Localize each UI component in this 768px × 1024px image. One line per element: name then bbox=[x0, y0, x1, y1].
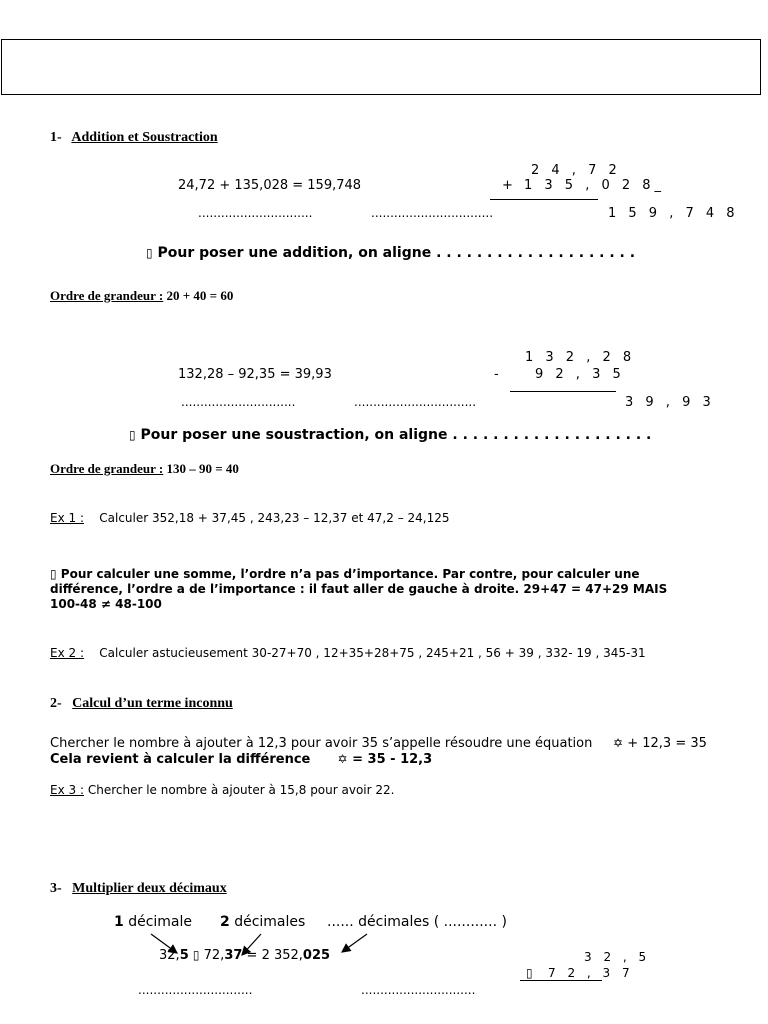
exercise-3-text: Chercher le nombre à ajouter à 15,8 pour avoir 22. bbox=[87, 783, 395, 797]
product-equals: = 2 352, bbox=[246, 948, 303, 963]
subtraction-rule-text: Pour poser une soustraction, on aligne . . . . . . . . . . . . . . . . . . . . bbox=[140, 427, 652, 443]
decimals-label-3: ...... décimales ( ............ ) bbox=[327, 914, 507, 930]
addition-dots-left: .............................. bbox=[198, 206, 313, 220]
section-1-number: 1- bbox=[50, 130, 62, 145]
times-icon: ▯ bbox=[192, 948, 200, 962]
decimals-count-1: 1 bbox=[114, 914, 124, 930]
addition-top-number: 2 4 , 7 2 bbox=[531, 163, 621, 178]
subtraction-minus-sign: - bbox=[494, 367, 499, 382]
exercise-1-text: Calculer 352,18 + 37,45 , 243,23 – 12,37 et 47,2 – 24,125 bbox=[99, 511, 450, 525]
exercise-2-text: Calculer astucieusement 30-27+70 , 12+35+28+75 , 245+21 , 56 + 39 , 332- 19 , 345-31 bbox=[99, 646, 646, 660]
section-2-title: Calcul d’un terme inconnu bbox=[72, 696, 233, 711]
order-value: 20 + 40 = 60 bbox=[166, 288, 234, 303]
equation-definition-text: Chercher le nombre à ajouter à 12,3 pour avoir 35 s’appelle résoudre une équation bbox=[50, 736, 593, 751]
factor-2-decimals: 37 bbox=[224, 948, 243, 963]
addition-dots-right: ................................ bbox=[371, 206, 494, 220]
multiplication-dots-left: .............................. bbox=[138, 983, 253, 997]
factor-1-decimals: 5 bbox=[179, 948, 189, 963]
note-line-2: différence, l’ordre a de l’importance : il faut aller de gauche à droite. 29+47 = 47+29 MAIS bbox=[50, 582, 668, 596]
note-line-1: Pour calculer une somme, l’ordre n’a pas d’importance. Par contre, pour calculer une bbox=[60, 567, 640, 581]
equation-rest: + 12,3 = 35 bbox=[627, 736, 707, 751]
subtraction-dots-right: ................................ bbox=[354, 395, 477, 409]
exercise-1-label: Ex 1 : bbox=[50, 511, 84, 525]
decimals-word-2: décimales bbox=[234, 914, 306, 930]
multiplication-rule bbox=[520, 980, 602, 981]
order-value: 130 – 90 = 40 bbox=[166, 461, 239, 476]
factor-1-int: 32, bbox=[159, 948, 180, 963]
note-line-3: 100-48 ≠ 48-100 bbox=[50, 597, 162, 611]
addition-equation: 24,72 + 135,028 = 159,748 bbox=[178, 178, 362, 193]
section-3-number: 3- bbox=[50, 881, 62, 896]
difference-text: Cela revient à calculer la différence bbox=[50, 752, 311, 767]
addition-bottom-number: 1 3 5 , 0 2 8_ bbox=[524, 178, 666, 193]
order-label: Ordre de grandeur : bbox=[50, 461, 164, 476]
multiplication-bottom-number: 7 2 , 3 7 bbox=[548, 966, 634, 980]
section-3-title: Multiplier deux décimaux bbox=[72, 881, 227, 896]
subtraction-result: 3 9 , 9 3 bbox=[625, 395, 715, 410]
section-1-title: Addition et Soustraction bbox=[71, 130, 218, 145]
addition-plus-sign: + bbox=[502, 178, 513, 193]
subtraction-bottom-number: 9 2 , 3 5 bbox=[535, 367, 625, 382]
difference-equation: = 35 - 12,3 bbox=[352, 752, 433, 767]
decimals-count-2: 2 bbox=[220, 914, 230, 930]
unknown-symbol-icon: ✡ bbox=[613, 736, 624, 750]
multiplication-top-number: 3 2 , 5 bbox=[584, 950, 651, 964]
multiplication-dots-right: .............................. bbox=[361, 983, 476, 997]
arrow-icon bbox=[342, 934, 367, 952]
decimals-word-1: décimale bbox=[128, 914, 193, 930]
factor-2-int: 72, bbox=[203, 948, 225, 963]
order-label: Ordre de grandeur : bbox=[50, 288, 164, 303]
subtraction-dots-left: .............................. bbox=[181, 395, 296, 409]
subtraction-equation: 132,28 – 92,35 = 39,93 bbox=[178, 367, 332, 382]
exercise-3-label: Ex 3 : bbox=[50, 783, 84, 797]
bullet-icon: ▯ bbox=[50, 567, 57, 581]
addition-result: 1 5 9 , 7 4 8 bbox=[608, 206, 739, 221]
product-decimals: 025 bbox=[302, 948, 331, 963]
bullet-icon: ▯ bbox=[129, 428, 136, 442]
section-2-number: 2- bbox=[50, 696, 62, 711]
exercise-2-label: Ex 2 : bbox=[50, 646, 84, 660]
addition-rule-text: Pour poser une addition, on aligne . . . . . . . . . . . . . . . . . . . . bbox=[157, 245, 636, 261]
bullet-icon: ▯ bbox=[146, 246, 153, 260]
unknown-symbol-icon: ✡ bbox=[337, 752, 348, 766]
product-equation bbox=[159, 948, 330, 963]
subtraction-top-number: 1 3 2 , 2 8 bbox=[525, 350, 636, 365]
multiplication-times-icon: ▯ bbox=[526, 966, 533, 980]
